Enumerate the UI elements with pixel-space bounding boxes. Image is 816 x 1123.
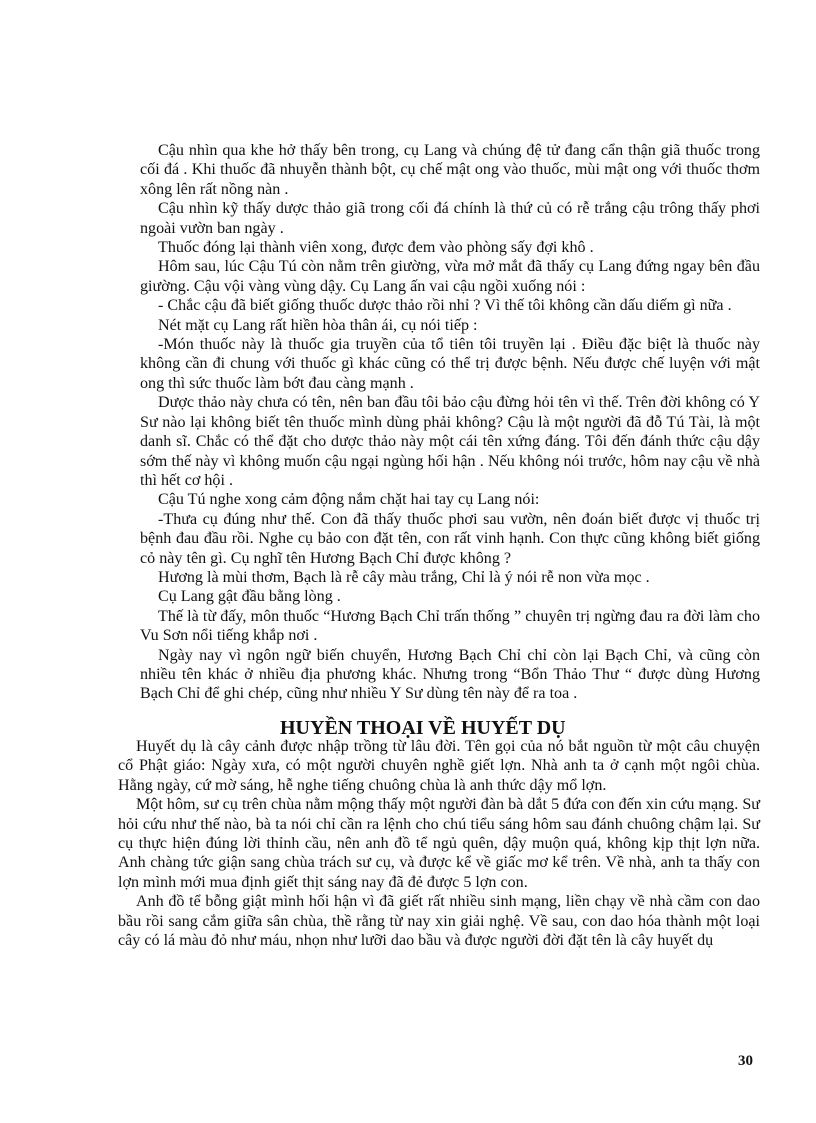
paragraph: Hương là mùi thơm, Bạch là rễ cây màu trắng, Chỉ là ý nói rễ non vừa mọc . [158, 568, 650, 586]
paragraph: Hôm sau, lúc Cậu Tú còn nằm trên giường, vừa mở mắt đã thấy cụ Lang đứng ngay bên đầu giường. Cậu vội vàng vùng dậy. Cụ Lang ấn vai cậu ngồi xuống nói : [140, 258, 760, 295]
story-bach-chi [140, 141, 760, 704]
paragraph: Cụ Lang gật đầu bằng lòng . [158, 588, 341, 606]
paragraph: Cậu nhìn qua khe hở thấy bên trong, cụ Lang và chúng đệ tử đang cẩn thận giã thuốc trong cối đá . Khi thuốc đã nhuyễn thành bột, cụ chế mật ong vào thuốc, mùi mật ong với thuốc thơm xông lên rất nồng nàn . [140, 142, 760, 198]
paragraph: Cậu nhìn kỹ thấy dược thảo giã trong cối đá chính là thứ củ có rễ trắng cậu trông thấy phơi ngoài vườn ban ngày . [140, 200, 760, 237]
paragraph: Cậu Tú nghe xong cảm động nắm chặt hai tay cụ Lang nói: [158, 491, 540, 509]
paragraph: Ngày nay vì ngôn ngữ biến chuyển, Hương Bạch Chỉ chỉ còn lại Bạch Chỉ, và cũng còn nhiều tên khác ở nhiều địa phương khác. Nhưng trong “Bổn Thảo Thư “ được dùng Hương Bạch Chỉ để ghi chép, cũng như nhiều Y Sư dùng tên này để ra toa . [140, 646, 760, 703]
paragraph: -Thưa cụ đúng như thế. Con đã thấy thuốc phơi sau vườn, nên đoán biết được vị thuốc trị bệnh đau đầu rồi. Nghe cụ bảo con đặt tên, con rất vinh hạnh. Con thực cũng không biết giống cỏ này tên gì. Cụ nghĩ tên Hương Bạch Chỉ được không ? [140, 510, 760, 567]
paragraph: Nét mặt cụ Lang rất hiền hòa thân ái, cụ nói tiếp : [158, 316, 478, 334]
section-heading: HUYỀN THOẠI VỀ HUYẾT DỤ [280, 717, 566, 739]
paragraph: -Món thuốc này là thuốc gia truyền của tổ tiên tôi truyền lại . Điều đặc biệt là thuốc này không cần đi chung với thuốc gì khác cũng có thể trị được bệnh. Nếu được chế luyện với mật ong thì sức thuốc làm bớt đau càng mạnh . [140, 336, 760, 392]
paragraph: Thuốc đóng lại thành viên xong, được đem vào phòng sấy đợi khô . [158, 239, 594, 257]
paragraph: Dược thảo này chưa có tên, nên ban đầu tôi bảo cậu đừng hỏi tên vì thế. Trên đời không có Y Sư nào lại không biết tên thuốc mình dùng phải không? Cậu là một người đã đỗ Tú Tài, là một danh sĩ. Chắc có thể đặt cho dược thảo này một cái tên xứng đáng. Tôi đến đánh thức cậu dậy sớm thế này vì không muốn cậu ngại ngùng hối hận . Nếu không nói trước, hôm nay cậu về nhà thì hết cơ hội . [140, 394, 760, 489]
paragraph: Anh đồ tể bỗng giật mình hối hận vì đã giết rất nhiều sinh mạng, liền chạy về nhà cầm con dao bầu rồi sang cắm giữa sân chùa, thề rằng từ nay xin giải nghệ. Về sau, con dao hóa thành một loại cây có lá màu đỏ như máu, nhọn như lưỡi dao bầu và được người đời đặt tên là cây huyết dụ [118, 893, 760, 950]
paragraph: Một hôm, sư cụ trên chùa nằm mộng thấy một người đàn bà dắt 5 đứa con đến xin cứu mạng. Sư hỏi cứu như thế nào, bà ta nói chỉ cần ra lệnh cho chú tiểu sáng hôm sau đánh chuông chậm lại. Sư cụ thực hiện đúng lời thỉnh cầu, nên anh đồ tể ngủ quên, dậy muộn quá, không kịp thịt lợn nữa. Anh chàng tức giận sang chùa trách sư cụ, và được kể về giấc mơ kể trên. Về nhà, anh ta thấy con lợn mình mới mua định giết thịt sáng nay đã đẻ được 5 lợn con. [118, 796, 760, 891]
paragraph: - Chắc cậu đã biết giống thuốc dược thảo rồi nhỉ ? Vì thế tôi không cần dấu diếm gì nữa . [158, 297, 732, 315]
story-huyet-du [118, 737, 760, 950]
page-number: 30 [738, 1053, 753, 1069]
paragraph: Huyết dụ là cây cảnh được nhập trồng từ lâu đời. Tên gọi của nó bắt nguồn từ một câu chuyện cổ Phật giáo: Ngày xưa, có một người chuyên nghề giết lợn. Nhà anh ta ở cạnh một ngôi chùa. Hằng ngày, cứ mờ sáng, hễ nghe tiếng chuông chùa là anh thức dậy mổ lợn. [118, 738, 760, 794]
paragraph: Thế là từ đấy, môn thuốc “Hương Bạch Chỉ trấn thống ” chuyên trị ngừng đau ra đời làm cho Vu Sơn nổi tiếng khắp nơi . [140, 607, 760, 645]
